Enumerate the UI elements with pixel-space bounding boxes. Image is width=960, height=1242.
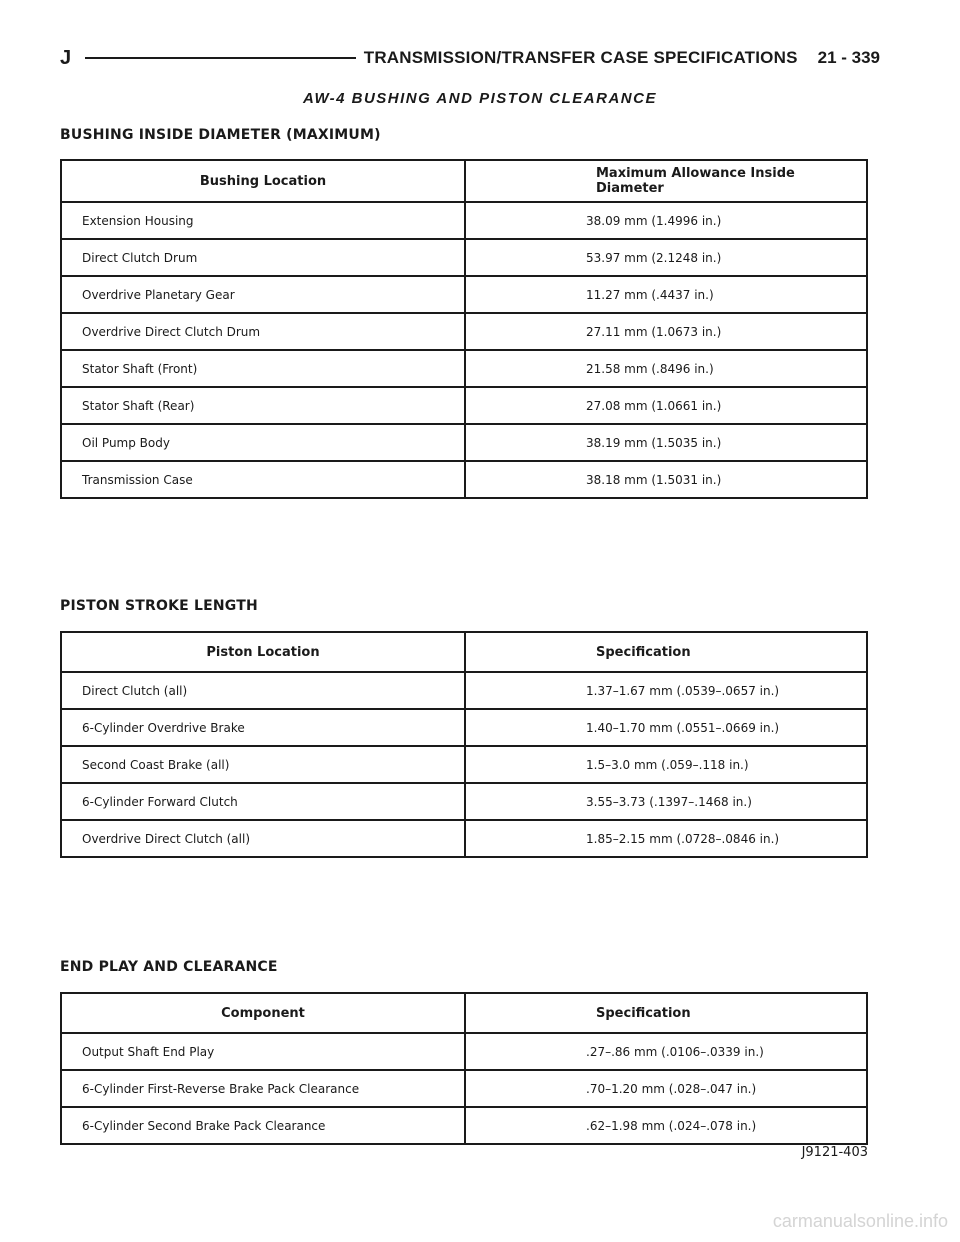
table-row [61, 783, 867, 820]
table-row [61, 709, 867, 746]
value-cell: 1.40–1.70 mm (.0551–.0669 in.) [465, 709, 867, 746]
location-cell: Output Shaft End Play [61, 1033, 465, 1070]
table-row [61, 1033, 867, 1070]
table-header-row [61, 632, 867, 672]
location-cell: Overdrive Planetary Gear [61, 276, 465, 313]
header-rule [85, 57, 356, 59]
piston-section-heading: PISTON STROKE LENGTH [60, 598, 258, 614]
bushing-section-heading: BUSHING INSIDE DIAMETER (MAXIMUM) [60, 127, 381, 143]
location-cell: Extension Housing [61, 202, 465, 239]
location-cell: 6-Cylinder Forward Clutch [61, 783, 465, 820]
location-cell: Direct Clutch (all) [61, 672, 465, 709]
location-cell: 6-Cylinder Overdrive Brake [61, 709, 465, 746]
column-header: Bushing Location [61, 160, 465, 202]
table-row [61, 820, 867, 857]
document-title: AW-4 BUSHING AND PISTON CLEARANCE [303, 90, 657, 107]
value-cell: 53.97 mm (2.1248 in.) [465, 239, 867, 276]
column-header: Specification [465, 632, 867, 672]
figure-id: J9121-403 [801, 1145, 868, 1160]
value-cell: 1.85–2.15 mm (.0728–.0846 in.) [465, 820, 867, 857]
header-letter: J [60, 46, 72, 69]
table-row [61, 461, 867, 498]
value-cell: 21.58 mm (.8496 in.) [465, 350, 867, 387]
location-cell: 6-Cylinder Second Brake Pack Clearance [61, 1107, 465, 1144]
location-cell: Direct Clutch Drum [61, 239, 465, 276]
table-row [61, 387, 867, 424]
endplay-table [60, 992, 868, 1145]
value-cell: .62–1.98 mm (.024–.078 in.) [465, 1107, 867, 1144]
location-cell: 6-Cylinder First-Reverse Brake Pack Clearance [61, 1070, 465, 1107]
table-row [61, 746, 867, 783]
location-cell: Overdrive Direct Clutch Drum [61, 313, 465, 350]
value-cell: .70–1.20 mm (.028–.047 in.) [465, 1070, 867, 1107]
location-cell: Stator Shaft (Front) [61, 350, 465, 387]
column-header: Component [61, 993, 465, 1033]
value-cell: 27.11 mm (1.0673 in.) [465, 313, 867, 350]
table-row [61, 1070, 867, 1107]
table-row [61, 202, 867, 239]
header-page-number: 21 - 339 [817, 48, 880, 67]
location-cell: Stator Shaft (Rear) [61, 387, 465, 424]
table-row [61, 239, 867, 276]
watermark: carmanualsonline.info [772, 1211, 948, 1231]
table-row [61, 350, 867, 387]
value-cell: 1.37–1.67 mm (.0539–.0657 in.) [465, 672, 867, 709]
value-cell: 27.08 mm (1.0661 in.) [465, 387, 867, 424]
location-cell: Second Coast Brake (all) [61, 746, 465, 783]
table-row [61, 672, 867, 709]
value-cell: 1.5–3.0 mm (.059–.118 in.) [465, 746, 867, 783]
location-cell: Transmission Case [61, 461, 465, 498]
bushing-table [60, 159, 868, 499]
table-header-row [61, 993, 867, 1033]
column-header: Specification [465, 993, 867, 1033]
value-cell: 38.09 mm (1.4996 in.) [465, 202, 867, 239]
location-cell: Overdrive Direct Clutch (all) [61, 820, 465, 857]
endplay-section-heading: END PLAY AND CLEARANCE [60, 959, 278, 975]
column-header: Maximum Allowance Inside Diameter [465, 160, 867, 202]
value-cell: 3.55–3.73 (.1397–.1468 in.) [465, 783, 867, 820]
table-row [61, 313, 867, 350]
table-header-row [61, 160, 867, 202]
piston-table [60, 631, 868, 858]
page-header [60, 44, 880, 72]
table-row [61, 1107, 867, 1144]
value-cell: 38.18 mm (1.5031 in.) [465, 461, 867, 498]
table-row [61, 424, 867, 461]
value-cell: 11.27 mm (.4437 in.) [465, 276, 867, 313]
location-cell: Oil Pump Body [61, 424, 465, 461]
header-title: TRANSMISSION/TRANSFER CASE SPECIFICATIONS [363, 48, 798, 67]
value-cell: 38.19 mm (1.5035 in.) [465, 424, 867, 461]
column-header: Piston Location [61, 632, 465, 672]
value-cell: .27–.86 mm (.0106–.0339 in.) [465, 1033, 867, 1070]
table-row [61, 276, 867, 313]
